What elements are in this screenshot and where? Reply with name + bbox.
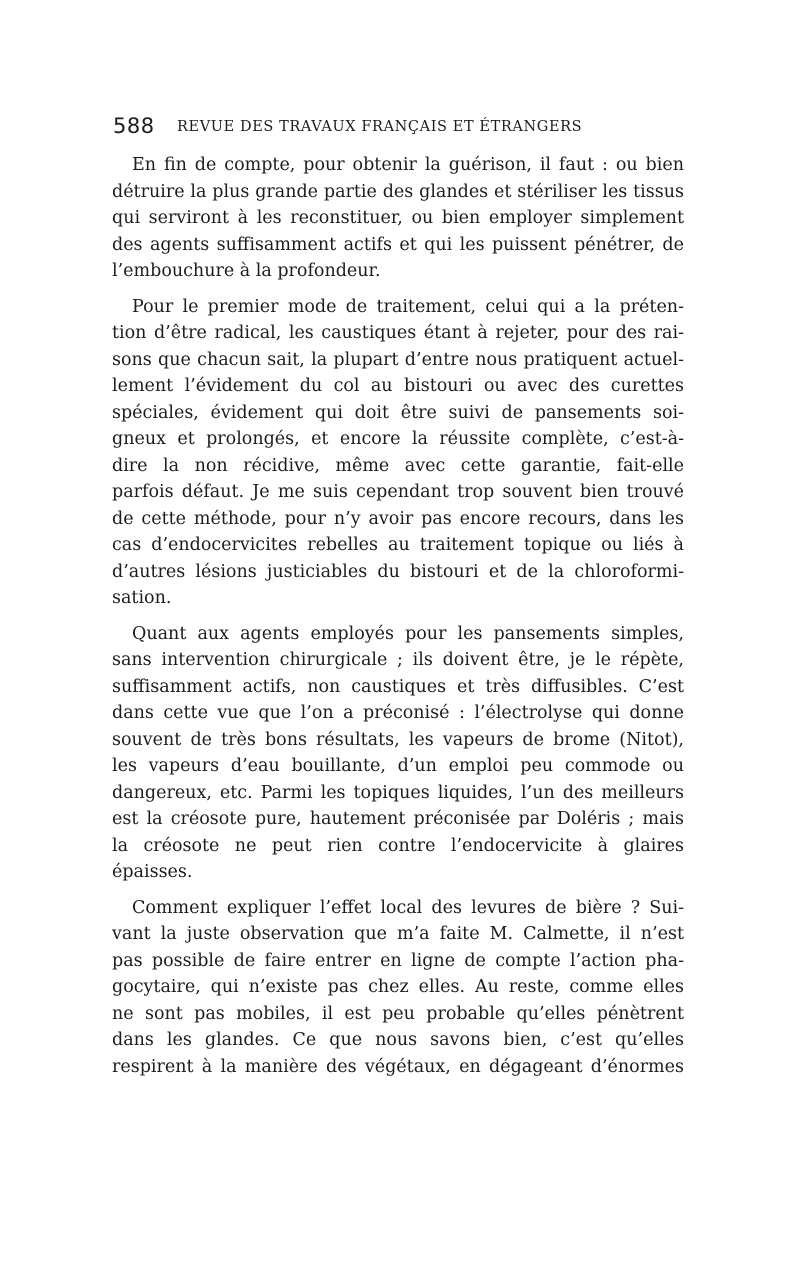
text-line: cas d’endocervicites rebelles au traitement topique ou liés à	[112, 535, 684, 555]
text-line: vant la juste observation que m’a faite M. Calmette, il n’est	[112, 924, 684, 944]
text-line: Comment expliquer l’effet local des levures de bière ? Sui-	[132, 897, 684, 918]
text-line: sation.	[112, 588, 172, 608]
text-line: pas possible de faire entrer en ligne de compte l’action pha-	[112, 950, 684, 971]
text-line: En fin de compte, pour obtenir la guérison, il faut : ou bien	[132, 155, 684, 175]
running-title: REVUE DES TRAVAUX FRANÇAIS ET ÉTRANGERS	[177, 119, 583, 135]
text-line: dire la non récidive, même avec cette garantie, fait-elle	[112, 455, 684, 476]
text-line: les vapeurs d’eau bouillante, d’un emploi peu commode ou	[112, 756, 684, 776]
text-line: épaisses.	[112, 862, 193, 882]
text-line: est la créosote pure, hautement préconisée par Doléris ; mais	[112, 809, 684, 829]
paragraph	[112, 895, 684, 1081]
page-number: 588	[113, 114, 155, 138]
text-line: lement l’évidement du col au bistouri ou avec des curettes	[112, 376, 684, 396]
text-line: parfois défaut. Je me suis cependant trop souvent bien trouvé	[112, 482, 684, 502]
text-line: détruire la plus grande partie des glandes et stériliser les tissus	[112, 181, 684, 202]
text-line: sons que chacun sait, la plupart d’entre nous pratiquent actuel-	[112, 349, 684, 370]
text-line: Pour le premier mode de traitement, celui qui a la préten-	[132, 296, 684, 317]
text-line: sans intervention chirurgicale ; ils doivent être, je le répète,	[112, 650, 684, 670]
text-line: des agents suffisamment actifs et qui les puissent pénétrer, de	[112, 234, 684, 255]
text-line: Quant aux agents employés pour les pansements simples,	[132, 623, 684, 644]
text-line: de cette méthode, pour n’y avoir pas encore recours, dans les	[112, 508, 684, 529]
text-line: tion d’être radical, les caustiques étant à rejeter, pour des rai-	[112, 323, 684, 343]
text-line: spéciales, évidement qui doit être suivi de pansements soi-	[112, 402, 684, 423]
text-line: la créosote ne peut rien contre l’endocervicite à glaires	[112, 835, 684, 856]
text-line: dans les glandes. Ce que nous savons bien, c’est qu’elles	[112, 1030, 684, 1050]
text-line: gocytaire, qui n’existe pas chez elles. Au reste, comme elles	[112, 977, 684, 997]
running-head	[113, 114, 693, 144]
text-line: souvent de très bons résultats, les vapeurs de brome (Nitot),	[112, 729, 684, 750]
text-line: ne sont pas mobiles, il est peu probable qu’elles pénètrent	[112, 1003, 684, 1024]
text-line: dangereux, etc. Parmi les topiques liquides, l’un des meilleurs	[112, 782, 684, 803]
text-line: dans cette vue que l’on a préconisé : l’électrolyse qui donne	[112, 703, 684, 723]
text-line: qui serviront à les reconstituer, ou bien employer simplement	[112, 208, 684, 228]
text-line: respirent à la manière des végétaux, en dégageant d’énormes	[112, 1056, 684, 1077]
paragraph	[112, 294, 684, 612]
text-line: gneux et prolongés, et encore la réussite complète, c’est-à-	[112, 429, 684, 449]
text-line: suffisamment actifs, non caustiques et très diffusibles. C’est	[112, 676, 684, 697]
text-line: d’autres lésions justiciables du bistouri et de la chloroformi-	[112, 561, 684, 582]
body-text	[112, 152, 684, 1080]
paragraph	[112, 621, 684, 886]
paragraph	[112, 152, 684, 285]
text-line: l’embouchure à la profondeur.	[112, 261, 381, 281]
